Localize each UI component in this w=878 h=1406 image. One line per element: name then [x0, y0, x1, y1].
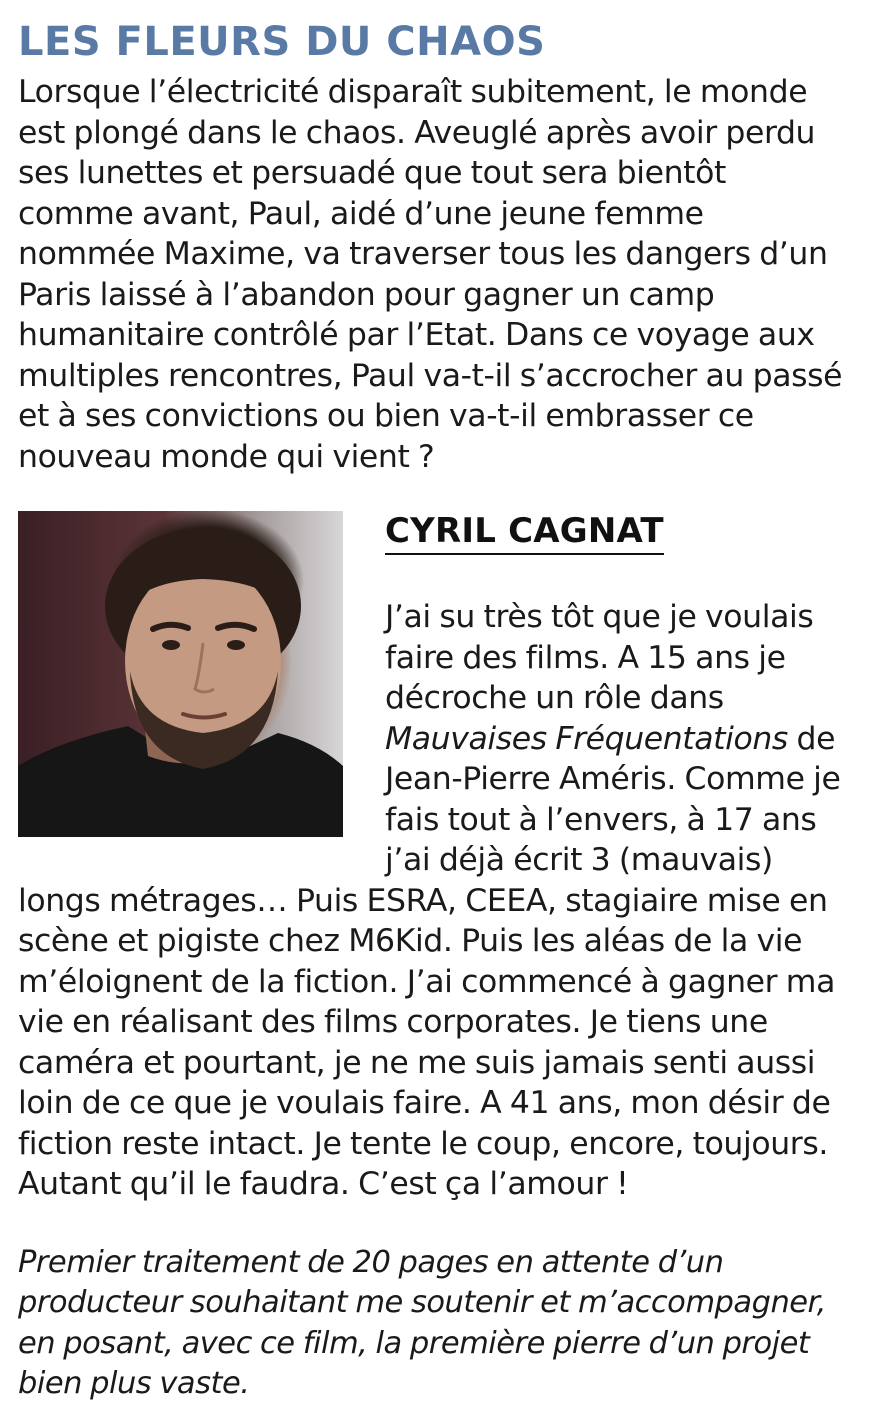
portrait-figure	[18, 511, 343, 837]
author-name: CYRIL CAGNAT	[385, 511, 664, 555]
project-page	[18, 14, 848, 1405]
author-bio-film-title: Mauvaises Fréquentations	[385, 720, 788, 757]
author-bio-rest: de Jean-Pierre Améris. Comme je fais tout à l’envers, à 17 ans j’ai déjà écrit 3 (mauvais) longs métrages… Puis ESRA, CEEA, stagiaire mise en scène et pigiste chez M6Kid. Puis les aléas de la vie m’éloignent de la fiction. J’ai commencé à gagner ma vie en réalisant des films corporates. Je tiens une caméra et pourtant, je ne me suis jamais senti aussi loin de ce que je voulais faire. A 41 ans, mon désir de fiction reste intact. Je tente le coup, encore, toujours. Autant qu’il le faudra. C’est ça l’amour !	[18, 720, 841, 1202]
author-portrait	[18, 511, 343, 837]
film-title: LES FLEURS DU CHAOS	[18, 19, 546, 65]
film-synopsis: Lorsque l’électricité disparaît subitement, le monde est plongé dans le chaos. Aveuglé après avoir perdu ses lunettes et persuadé que tout sera bientôt comme avant, Paul, aidé d’une jeune femme nommée Maxime, va traverser tous les dangers d’un Paris laissé à l’abandon pour gagner un camp humanitaire contrôlé par l’Etat. Dans ce voyage aux multiples rencontres, Paul va-t-il s’accrocher au passé et à ses convictions ou bien va-t-il embrasser ce nouveau monde qui vient ?	[18, 74, 843, 475]
author-bio-intro: J’ai su très tôt que je voulais faire des films. A 15 ans je décroche un rôle dans	[385, 599, 814, 716]
project-status-note: Premier traitement de 20 pages en attente d’un producteur souhaitant me soutenir et m’accompagner, en posant, avec ce film, la première pierre d’un projet bien plus vaste.	[18, 1244, 826, 1401]
author-section	[18, 511, 848, 1405]
